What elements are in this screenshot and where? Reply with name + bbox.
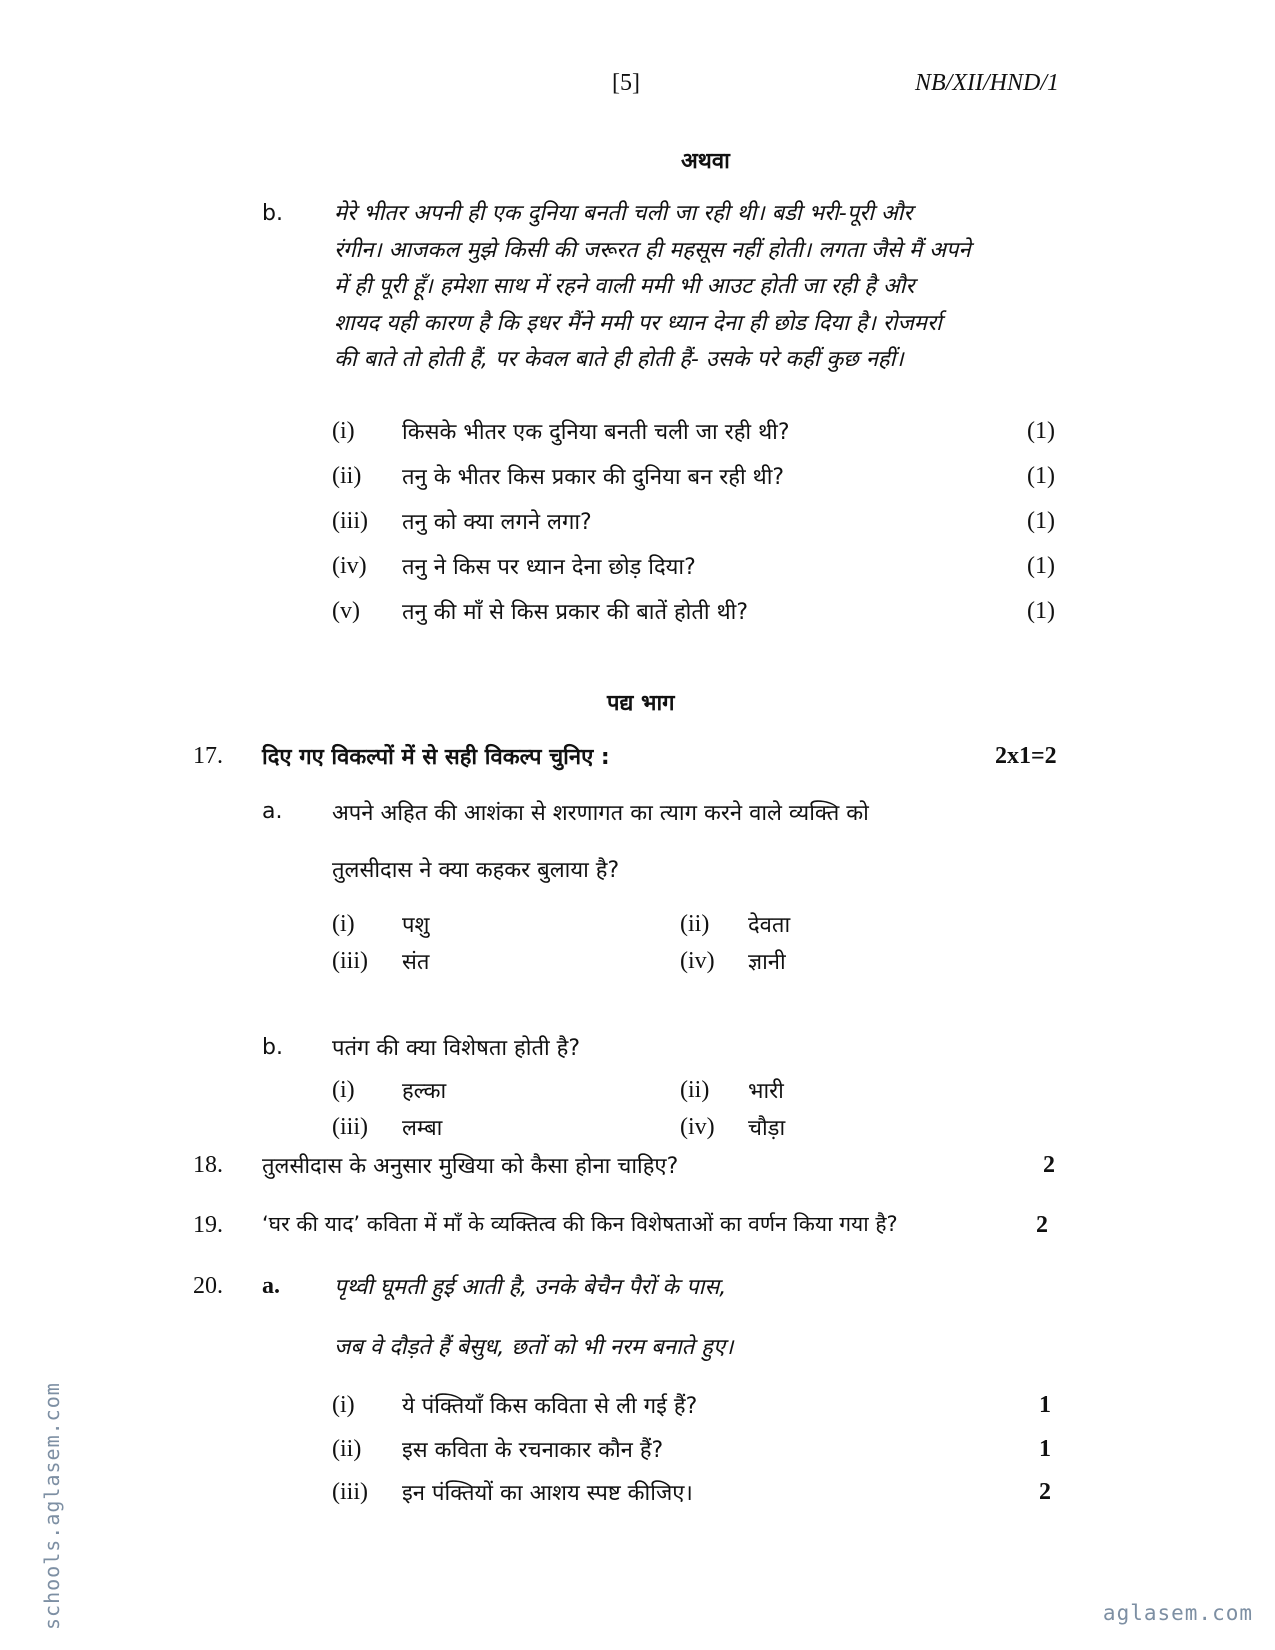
question-text: तनु के भीतर किस प्रकार की दुनिया बन रही थी? bbox=[402, 465, 785, 490]
option-number: (iv) bbox=[680, 948, 715, 974]
question-text: तनु की माँ से किस प्रकार की बातें होती थी? bbox=[402, 600, 749, 625]
q17-number: 17. bbox=[193, 743, 223, 769]
paper-code: NB/XII/HND/1 bbox=[915, 70, 1059, 96]
q17a-line1: अपने अहित की आशंका से शरणागत का त्याग करने वाले व्यक्ति को bbox=[332, 801, 869, 826]
question-number: (iii) bbox=[332, 508, 368, 534]
option-text: देवता bbox=[748, 913, 791, 938]
question-text: ये पंक्तियाँ किस कविता से ली गई हैं? bbox=[402, 1394, 698, 1419]
option-text: भारी bbox=[748, 1079, 784, 1104]
question-text: तनु को क्या लगने लगा? bbox=[402, 510, 592, 535]
question-marks: (1) bbox=[1027, 463, 1055, 489]
question-marks: 1 bbox=[1039, 1436, 1051, 1462]
question-text: इस कविता के रचनाकार कौन हैं? bbox=[402, 1438, 664, 1463]
question-number: (iii) bbox=[332, 1479, 368, 1505]
q18-text: तुलसीदास के अनुसार मुखिया को कैसा होना चाहिए? bbox=[262, 1154, 679, 1179]
q18-marks: 2 bbox=[1043, 1152, 1055, 1178]
question-number: (ii) bbox=[332, 463, 362, 489]
option-number: (i) bbox=[332, 911, 355, 937]
watermark-left: schools.aglasem.com bbox=[40, 1382, 64, 1630]
option-text: हल्का bbox=[402, 1079, 447, 1104]
option-text: संत bbox=[402, 950, 430, 975]
option-number: (ii) bbox=[680, 911, 710, 937]
option-number: (iii) bbox=[332, 948, 368, 974]
question-number: (i) bbox=[332, 1392, 355, 1418]
section-heading: पद्य भाग bbox=[607, 691, 675, 716]
passage-line: शायद यही कारण है कि इधर मैंने ममी पर ध्यान देना ही छोड दिया है। रोजमर्रा bbox=[334, 310, 942, 336]
q19-marks: 2 bbox=[1036, 1212, 1048, 1238]
q17-text: दिए गए विकल्पों में से सही विकल्प चुनिए : bbox=[262, 745, 610, 770]
question-text: इन पंक्तियों का आशय स्पष्ट कीजिए। bbox=[402, 1481, 693, 1506]
question-marks: 2 bbox=[1039, 1479, 1051, 1505]
q20-number: 20. bbox=[193, 1273, 223, 1299]
question-number: (ii) bbox=[332, 1436, 362, 1462]
passage-label: b. bbox=[262, 201, 283, 226]
option-text: लम्बा bbox=[402, 1116, 443, 1141]
option-text: पशु bbox=[402, 913, 430, 938]
option-text: चौड़ा bbox=[748, 1116, 786, 1141]
q18-number: 18. bbox=[193, 1152, 223, 1178]
question-number: (iv) bbox=[332, 553, 367, 579]
q17b-label: b. bbox=[262, 1035, 283, 1060]
option-number: (iv) bbox=[680, 1114, 715, 1140]
question-marks: (1) bbox=[1027, 553, 1055, 579]
passage-line: में ही पूरी हूँ। हमेशा साथ में रहने वाली ममी भी आउट होती जा रही है और bbox=[334, 274, 915, 299]
q20-line2: जब वे दौड़ते हैं बेसुध, छतों को भी नरम बनाते हुए। bbox=[334, 1335, 734, 1360]
question-marks: (1) bbox=[1027, 508, 1055, 534]
question-number: (i) bbox=[332, 418, 355, 444]
question-text: किसके भीतर एक दुनिया बनती चली जा रही थी? bbox=[402, 420, 790, 445]
question-marks: (1) bbox=[1027, 598, 1055, 624]
q20-line1: पृथ्वी घूमती हुई आती है, उनके बेचैन पैरों के पास, bbox=[334, 1275, 727, 1300]
passage-text bbox=[334, 196, 971, 379]
question-marks: 1 bbox=[1039, 1392, 1051, 1418]
option-number: (ii) bbox=[680, 1077, 710, 1103]
passage-line: मेरे भीतर अपनी ही एक दुनिया बनती चली जा रही थी। बडी भरी-पूरी और bbox=[334, 201, 913, 226]
watermark-right: aglasem.com bbox=[1102, 1601, 1253, 1625]
q17a-label: a. bbox=[262, 799, 283, 824]
page-number: [5] bbox=[612, 70, 640, 96]
passage-line: रंगीन। आजकल मुझे किसी की जरूरत ही महसूस नहीं होती। लगता जैसे मैं अपने bbox=[334, 237, 971, 263]
option-number: (iii) bbox=[332, 1114, 368, 1140]
passage-line: की बाते तो होती हैं, पर केवल बाते ही होती हैं- उसके परे कहीं कुछ नहीं। bbox=[334, 347, 904, 372]
q17-marks: 2x1=2 bbox=[995, 743, 1057, 769]
q20-label: a. bbox=[262, 1273, 280, 1299]
q17b-line1: पतंग की क्या विशेषता होती है? bbox=[332, 1036, 581, 1061]
option-number: (i) bbox=[332, 1077, 355, 1103]
option-text: ज्ञानी bbox=[748, 950, 786, 975]
q19-text: ‘घर की याद’ कविता में माँ के व्यक्तित्व की किन विशेषताओं का वर्णन किया गया है? bbox=[262, 1212, 898, 1236]
q19-number: 19. bbox=[193, 1212, 223, 1238]
question-text: तनु ने किस पर ध्यान देना छोड़ दिया? bbox=[402, 555, 696, 580]
question-marks: (1) bbox=[1027, 418, 1055, 444]
q17a-line2: तुलसीदास ने क्या कहकर बुलाया है? bbox=[332, 858, 620, 883]
or-heading: अथवा bbox=[681, 149, 730, 174]
question-number: (v) bbox=[332, 598, 360, 624]
